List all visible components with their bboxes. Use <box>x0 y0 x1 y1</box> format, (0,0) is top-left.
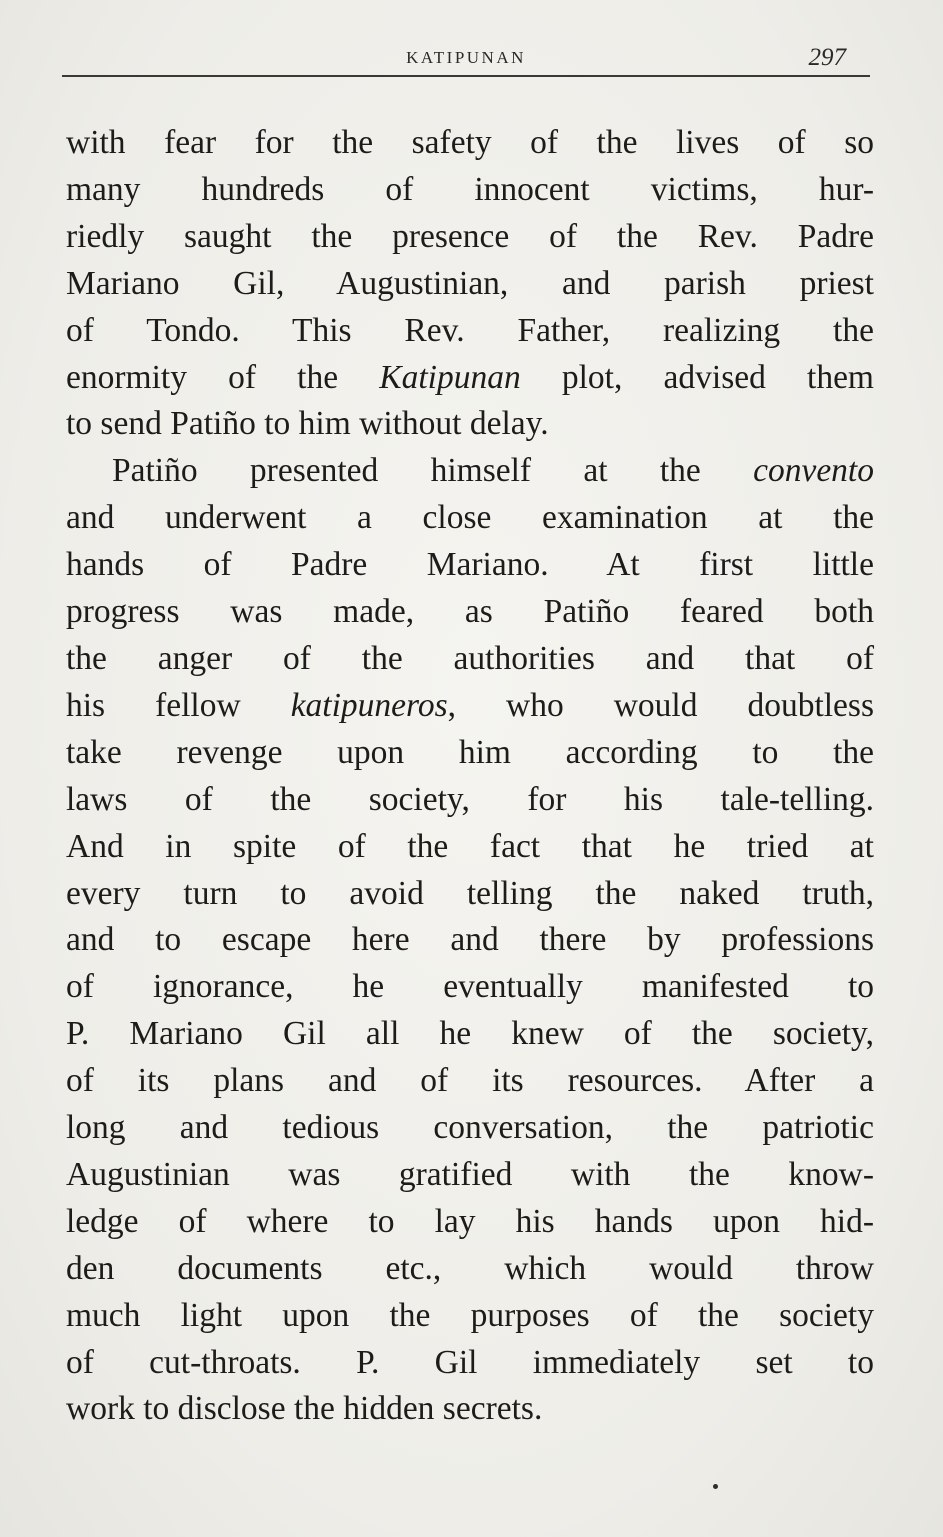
line-text: his fellow <box>66 686 291 724</box>
text-line <box>66 448 874 495</box>
text-line: and underwent a close examination at the <box>66 499 874 537</box>
text-line: much light upon the purposes of the society <box>66 1296 874 1334</box>
text-line: take revenge upon him according to the <box>66 733 874 771</box>
text-line <box>66 683 874 730</box>
italic-term: katipuneros <box>290 686 448 724</box>
ink-speck <box>713 1484 718 1489</box>
paragraph <box>66 448 874 1433</box>
text-line: of its plans and of its resources. After a <box>66 1062 874 1100</box>
text-line: laws of the society, for his tale-telling. <box>66 780 874 818</box>
text-line: And in spite of the fact that he tried at <box>66 827 874 865</box>
text-line: P. Mariano Gil all he knew of the society, <box>66 1015 874 1053</box>
text-line: to send Patiño to him without delay. <box>66 405 549 443</box>
line-text: Patiño presented himself at the <box>112 452 754 490</box>
text-line <box>66 355 874 402</box>
text-line: and to escape here and there by professions <box>66 921 874 959</box>
page-number: 297 <box>808 44 846 71</box>
text-line: progress was made, as Patiño feared both <box>66 593 874 631</box>
line-text: , who would doubtless <box>447 686 874 724</box>
text-line: with fear for the safety of the lives of so <box>66 124 874 161</box>
text-line: ledge of where to lay his hands upon hid- <box>66 1202 874 1240</box>
italic-term: Katipunan <box>379 358 521 396</box>
text-line: of Tondo. This Rev. Father, realizing the <box>66 311 874 349</box>
text-line: Augustinian was gratified with the know- <box>66 1155 874 1193</box>
text-line: many hundreds of innocent victims, hur- <box>66 170 874 208</box>
text-line: Mariano Gil, Augustinian, and parish priest <box>66 264 874 302</box>
italic-term: convento <box>753 452 874 490</box>
running-head: KATIPUNAN <box>406 48 526 67</box>
text-line: the anger of the authorities and that of <box>66 639 874 677</box>
header-rule <box>62 75 870 77</box>
page-header <box>62 44 870 84</box>
text-line: work to disclose the hidden secrets. <box>66 1390 543 1428</box>
paragraph <box>66 120 874 448</box>
text-line: long and tedious conversation, the patriotic <box>66 1109 874 1147</box>
text-line: riedly saught the presence of the Rev. Padre <box>66 217 874 255</box>
text-line: every turn to avoid telling the naked truth, <box>66 874 874 912</box>
line-text: plot, advised them <box>520 358 874 396</box>
text-line: of cut-throats. P. Gil immediately set to <box>66 1343 874 1381</box>
text-line: hands of Padre Mariano. At first little <box>66 546 874 584</box>
text-line: den documents etc., which would throw <box>66 1249 874 1287</box>
text-line: of ignorance, he eventually manifested to <box>66 968 874 1006</box>
line-text: enormity of the <box>66 358 380 396</box>
body-text <box>66 120 874 1433</box>
